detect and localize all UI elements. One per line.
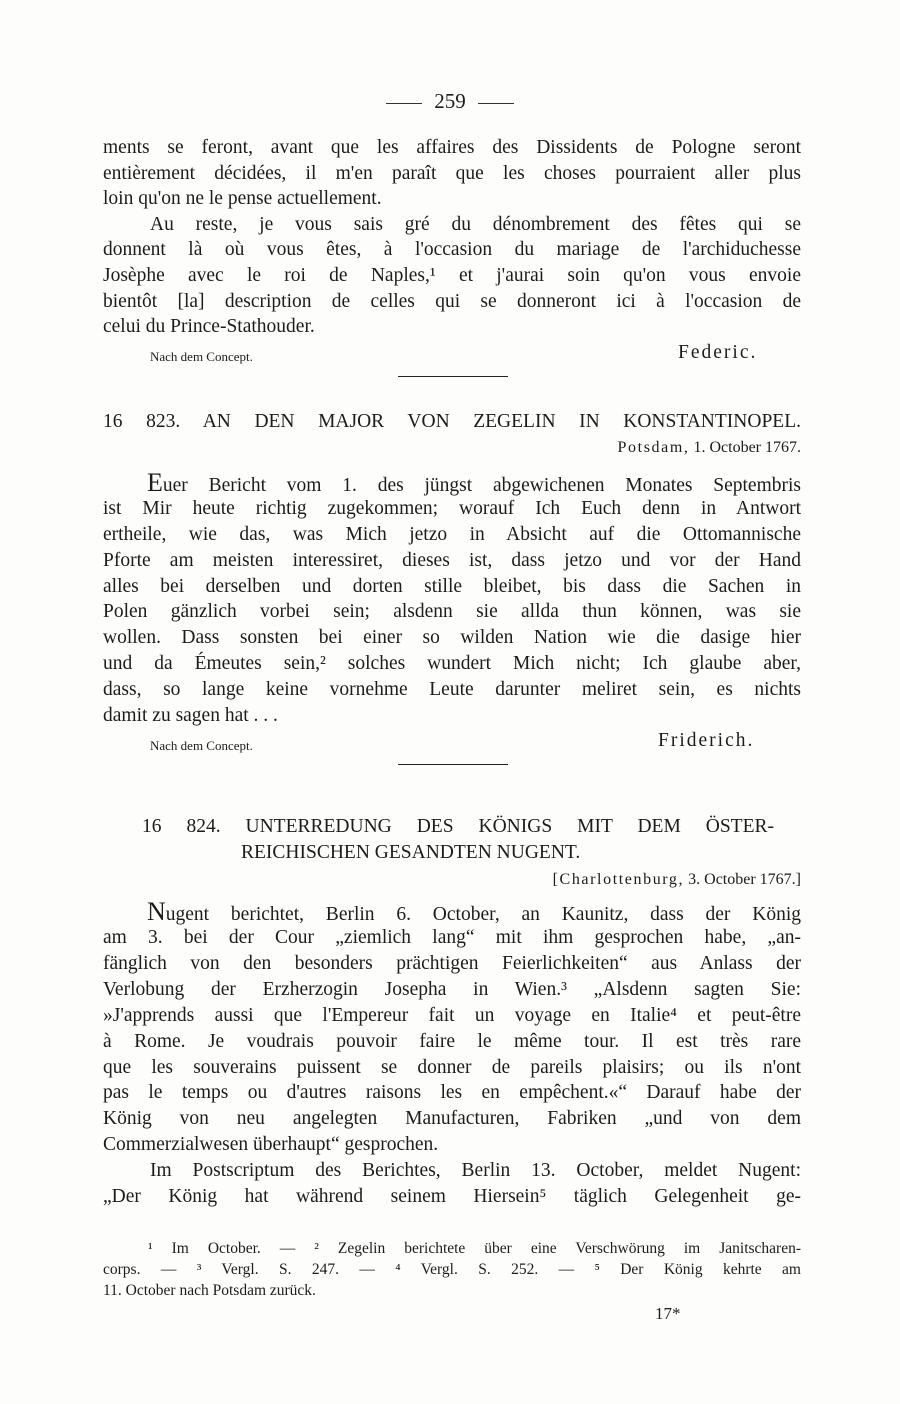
text-line: Au reste, je vous sais gré du dénombrement des fêtes qui se (150, 214, 801, 235)
source-note: Nach dem Concept. (150, 738, 253, 753)
text-line-first (147, 470, 801, 499)
place-date (618, 437, 801, 459)
text-line: ist Mir heute richtig zugekommen; worauf Ich Euch denn in Antwort (103, 498, 801, 519)
text-line: pas le temps ou d'autres raisons les en empêchent.«“ Darauf habe der (103, 1082, 801, 1103)
text-line-rest: ugent berichtet, Berlin 6. October, an Kaunitz, dass der König (165, 904, 801, 925)
text-line: und da Émeutes sein,² solches wundert Mich nicht; Ich glaube aber, (103, 653, 801, 674)
text-line-rest: uer Bericht vom 1. des jüngst abgewichenen Monates Septembris (162, 475, 801, 496)
text-line: ertheile, wie das, was Mich jetzo in Absicht auf die Ottomannische (103, 524, 801, 545)
text-line: Commerzialwesen überhaupt“ gesprochen. (103, 1134, 439, 1155)
footnote-line: corps. — ³ Vergl. S. 247. — ⁴ Vergl. S. 252. — ⁵ Der König kehrte am (103, 1261, 801, 1278)
header-dash-left (386, 103, 422, 104)
letter-heading: 16 823. AN DEN MAJOR VON ZEGELIN IN KONSTANTINOPEL. (103, 411, 801, 432)
header-dash-right (478, 103, 514, 104)
text-line: entièrement décidées, il m'en paraît que les choses pourraient aller plus (103, 163, 801, 184)
text-line: König von neu angelegten Manufacturen, Fabriken „und von dem (103, 1108, 801, 1129)
conversation-heading-2: REICHISCHEN GESANDTEN NUGENT. (241, 842, 581, 863)
text-line: donnent là où vous êtes, à l'occasion du mariage de l'archiduchesse (103, 239, 801, 260)
initial-letter: N (147, 897, 166, 926)
text-line: Verlobung der Erzherzogin Josepha in Wien.³ „Alsdenn sagten Sie: (103, 979, 801, 1000)
footnote-line: ¹ Im October. — ² Zegelin berichtete über eine Verschwörung im Janitscharen- (148, 1240, 801, 1257)
text-line: que les souverains puissent se donner de pareils plaisirs; ou ils n'ont (103, 1057, 801, 1078)
place-date (553, 869, 801, 891)
footnote-line: 11. October nach Potsdam zurück. (103, 1282, 316, 1299)
text-line: „Der König hat während seinem Hiersein⁵ täglich Gelegenheit ge- (103, 1186, 801, 1207)
text-line: alles bei derselben und dorten stille bleibet, bis dass die Sachen in (103, 576, 801, 597)
signature-friderich: Friderich. (658, 730, 755, 751)
place: Potsdam, (617, 439, 690, 456)
conversation-heading: 16 824. UNTERREDUNG DES KÖNIGS MIT DEM ÖSTER- (142, 816, 774, 837)
signature-federic: Federic. (678, 342, 758, 363)
initial-letter: E (147, 468, 163, 497)
text-line-first (147, 899, 801, 928)
place: [Charlottenburg, (552, 871, 685, 888)
text-line: bientôt [la] description de celles qui se donneront ici à l'occasion de (103, 291, 801, 312)
page-number: 259 (434, 89, 466, 113)
text-line: Im Postscriptum des Berichtes, Berlin 13. October, meldet Nugent: (150, 1160, 801, 1181)
text-line: celui du Prince-Stathouder. (103, 316, 315, 337)
source-note: Nach dem Concept. (150, 349, 253, 364)
text-line: damit zu sagen hat . . . (103, 705, 278, 726)
text-line: dass, so lange keine vornehme Leute darunter meliret sein, es nichts (103, 679, 801, 700)
page-number-header (0, 88, 900, 114)
section-divider (398, 764, 508, 765)
text-line: Josèphe avec le roi de Naples,¹ et j'aurai soin qu'on vous envoie (103, 265, 801, 286)
text-line: Polen gänzlich vorbei sein; alsdenn sie allda thun können, was sie (103, 601, 801, 622)
text-line: »J'apprends aussi que l'Empereur fait un voyage en Italie⁴ et peut-être (103, 1005, 801, 1026)
text-line: fänglich von den besonders prächtigen Feierlichkeiten“ aus Anlass der (103, 953, 801, 974)
section-divider (398, 376, 508, 377)
date: 1. October 1767. (693, 439, 801, 456)
text-line: loin qu'on ne le pense actuellement. (103, 188, 382, 209)
date: 3. October 1767.] (688, 871, 801, 888)
text-line: am 3. bei der Cour „ziemlich lang“ mit ihm gesprochen habe, „an- (103, 927, 801, 948)
text-line: à Rome. Je voudrais pouvoir faire le même tour. Il est très rare (103, 1031, 801, 1052)
text-line: ments se feront, avant que les affaires des Dissidents de Pologne seront (103, 137, 801, 158)
text-line: wollen. Dass sonsten bei einer so wilden Nation wie die dasige hier (103, 627, 801, 648)
signature-mark: 17* (655, 1304, 681, 1323)
text-line: Pforte am meisten interessiret, dieses ist, dass jetzo und vor der Hand (103, 550, 801, 571)
